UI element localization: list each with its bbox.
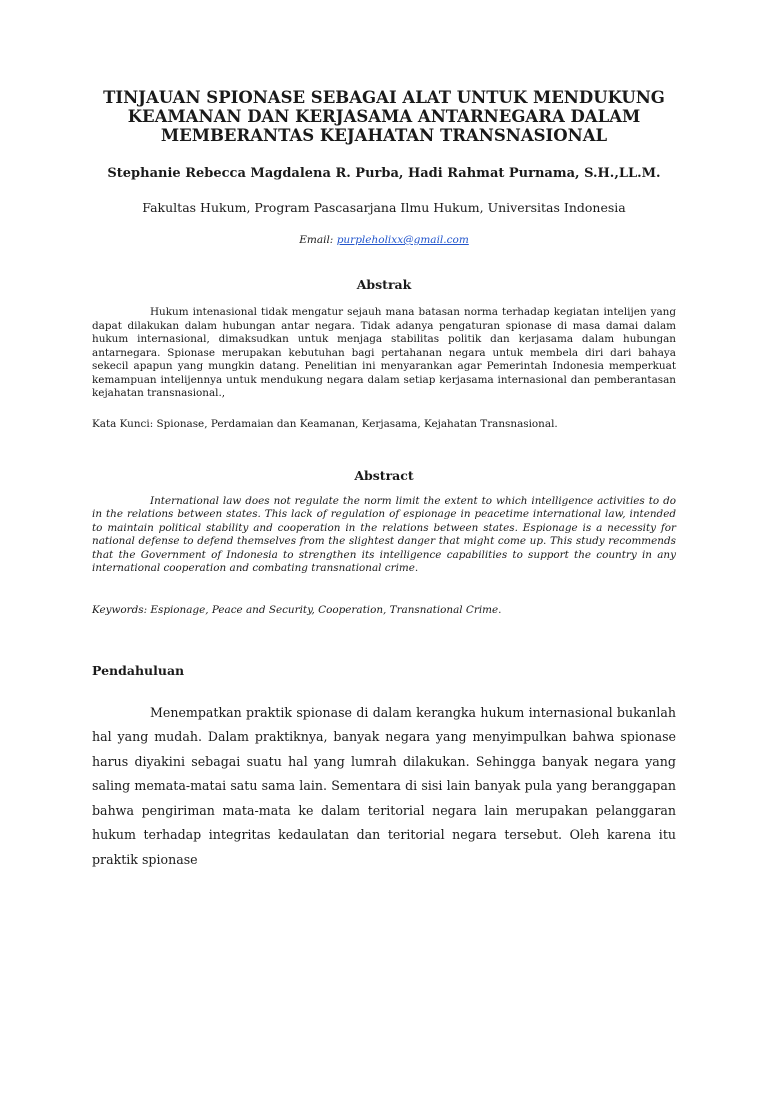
abstract-text: International law does not regulate the norm limit the extent to which intelligence activities to do in the relations between states. This lack of regulation of espionage in peacetime international law, intended to maintain political stability and cooperation in the relations between states. Espionage is a necessity for national defense to defend themselves from the slightest danger that might come up. This study recommends that the Government of Indonesia to strengthen its intelligence capabilities to support the country in any international cooperation and combating transnational crime. bbox=[92, 494, 676, 574]
authors: Stephanie Rebecca Magdalena R. Purba, Hadi Rahmat Purnama, S.H.,LL.M. bbox=[107, 166, 661, 181]
abstrak-heading: Abstrak bbox=[356, 277, 412, 292]
pendahuluan-text: Menempatkan praktik spionase di dalam kerangka hukum internasional bukanlah hal yang mudah. Dalam praktiknya, banyak negara yang menyimpulkan bahwa spionase harus diyakini sebagai suatu hal yang lumrah dilakukan. Sehingga banyak negara yang saling memata-matai satu sama lain. Sementara di sisi lain banyak pula yang beranggapan bahwa pengiriman mata-mata ke dalam teritorial negara lain merupakan pelanggaran hukum terhadap integritas kedaulatan dan teritorial negara tersebut. Oleh karena itu praktik spionase bbox=[92, 704, 676, 867]
paper-title bbox=[92, 88, 676, 145]
title-line: KEAMANAN DAN KERJASAMA ANTARNEGARA DALAM bbox=[127, 107, 641, 126]
email-label: Email: bbox=[299, 234, 334, 246]
keywords: Keywords: Espionage, Peace and Security, Cooperation, Transnational Crime. bbox=[92, 603, 502, 616]
pendahuluan-heading: Pendahuluan bbox=[92, 662, 185, 678]
abstract-heading: Abstract bbox=[354, 467, 414, 483]
paper-page bbox=[0, 88, 768, 1112]
email-line bbox=[92, 233, 676, 247]
kata-kunci: Kata Kunci: Spionase, Perdamaian dan Keamanan, Kerjasama, Kejahatan Transnasional. bbox=[92, 417, 558, 430]
abstrak-text: Hukum intenasional tidak mengatur sejauh mana batasan norma terhadap kegiatan intelijen yang dapat dilakukan dalam hubungan antar negara. Tidak adanya pengaturan spionase di masa damai dalam hukum internasional, dimaksudkan untuk menjaga stabilitas politik dan kerjasama dalam hubungan antarnegara. Spionase merupakan kebutuhan bagi pertahanan negara untuk membela diri dari bahaya sekecil apapun yang mungkin datang. Penelitian ini menyarankan agar Pemerintah Indonesia memperkuat kemampuan intelijennya untuk mendukung negara dalam setiap kerjasama internasional dan pemberantasan kejahatan transnasional., bbox=[92, 306, 676, 399]
title-line: MEMBERANTAS KEJAHATAN TRANSNASIONAL bbox=[160, 126, 608, 145]
email-link[interactable]: purpleholixx@gmail.com bbox=[336, 234, 469, 246]
title-line: TINJAUAN SPIONASE SEBAGAI ALAT UNTUK MENDUKUNG bbox=[103, 88, 665, 107]
affiliation: Fakultas Hukum, Program Pascasarjana Ilmu Hukum, Universitas Indonesia bbox=[142, 200, 626, 215]
